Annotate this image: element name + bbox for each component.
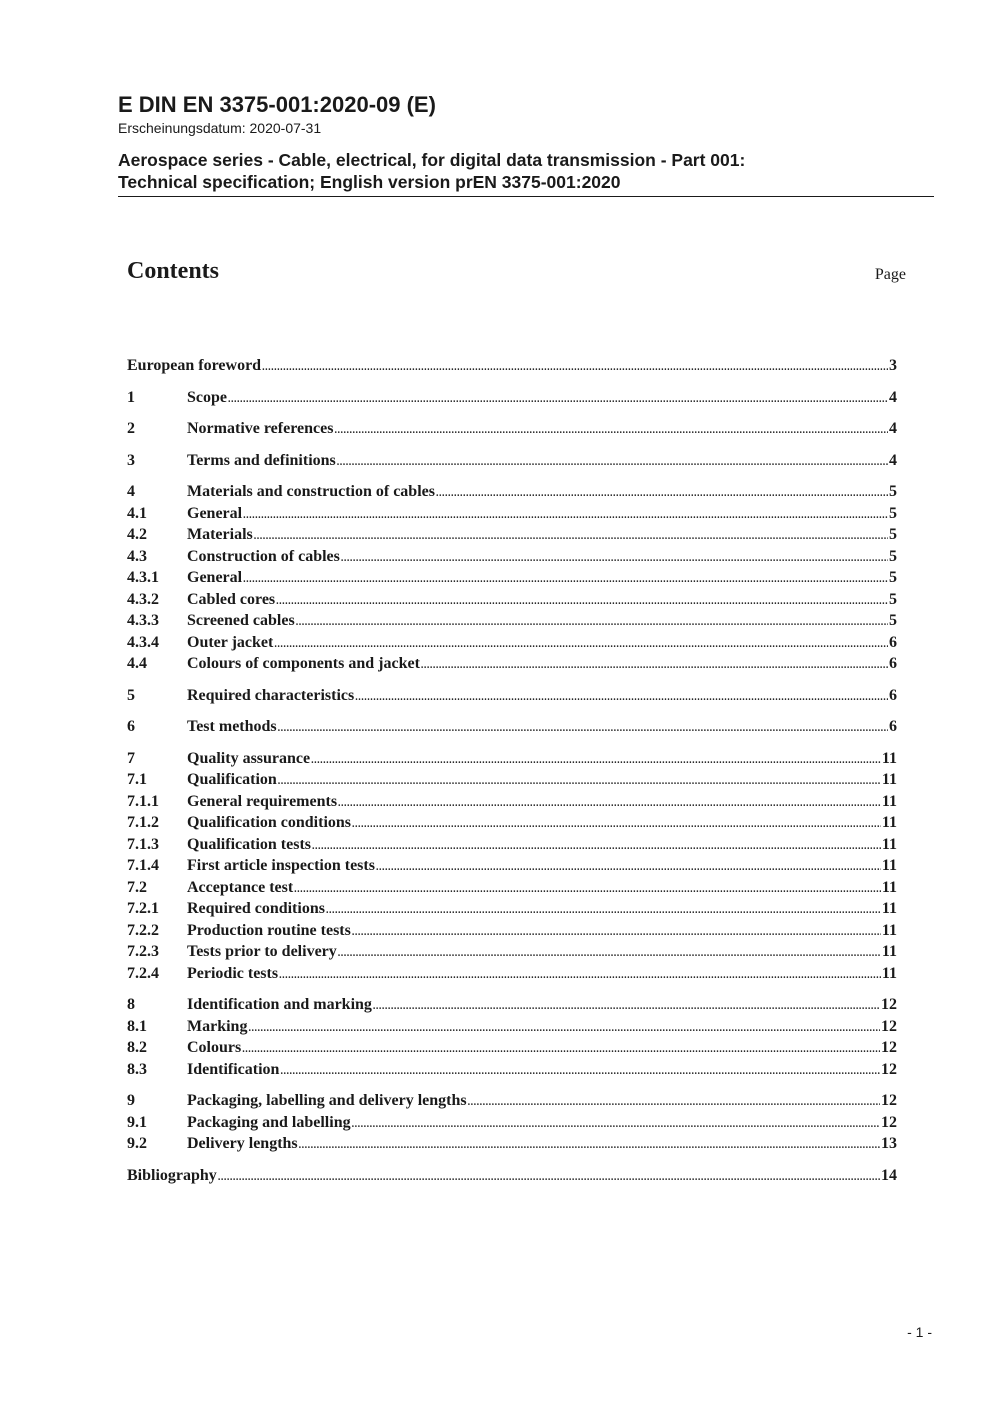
toc-entry-number: 6 (127, 718, 135, 735)
toc-entry-title: Test methods (187, 718, 277, 735)
toc-entry-page: 11 (881, 814, 897, 831)
toc-entry-page: 6 (889, 655, 897, 672)
toc-dot-leader (248, 1018, 880, 1040)
toc-entry-8-2[interactable] (127, 1037, 897, 1059)
toc-dot-leader (296, 612, 888, 634)
toc-entry-7-1[interactable] (127, 769, 897, 791)
toc-entry-page: 6 (889, 718, 897, 735)
toc-dot-leader (278, 771, 881, 793)
toc-entry-title: European foreword (127, 357, 262, 374)
toc-entry-bibliography[interactable] (127, 1165, 897, 1187)
toc-dot-leader (311, 750, 881, 772)
toc-entry-page: 11 (881, 792, 897, 810)
toc-dot-leader (468, 1092, 880, 1114)
toc-dot-leader (228, 389, 888, 411)
toc-entry-page: 6 (889, 633, 897, 651)
toc-entry-number: 7.1 (127, 771, 147, 788)
toc-entry-4-4[interactable] (127, 653, 897, 675)
toc-entry-title: Required characteristics (187, 686, 355, 704)
toc-entry-page: 11 (881, 964, 897, 982)
toc-dot-leader (218, 1167, 880, 1189)
toc-entry-4-1[interactable] (127, 503, 897, 525)
toc-entry-number: 9 (127, 1092, 135, 1109)
toc-entry-number: 7.1.1 (127, 792, 159, 810)
toc-entry-page: 12 (881, 1039, 897, 1056)
toc-entry-4[interactable] (127, 481, 897, 503)
toc-entry-title: Bibliography (127, 1166, 217, 1184)
toc-entry-title: Outer jacket (187, 633, 274, 651)
toc-entry-page: 6 (889, 686, 897, 704)
toc-entry-title: Packaging, labelling and delivery lengths (187, 1092, 467, 1109)
toc-dot-leader (280, 1061, 880, 1083)
toc-entry-title: Qualification tests (187, 835, 311, 853)
toc-entry-7-2-3[interactable] (127, 941, 897, 963)
toc-entry-number: 7.2 (127, 878, 147, 896)
toc-dot-leader (274, 634, 888, 656)
toc-entry-4-3-3[interactable] (127, 610, 897, 632)
toc-entry-9-2[interactable] (127, 1133, 897, 1155)
toc-entry-number: 5 (127, 686, 135, 704)
toc-entry-title: Marking (187, 1017, 248, 1035)
toc-entry-9-1[interactable] (127, 1112, 897, 1134)
toc-entry-4-3-2[interactable] (127, 589, 897, 611)
toc-entry-8-3[interactable] (127, 1059, 897, 1081)
toc-entry-title: Cabled cores (187, 590, 276, 608)
toc-entry-number: 8.3 (127, 1060, 147, 1078)
document-header (118, 92, 934, 197)
toc-dot-leader (243, 569, 888, 591)
toc-dot-leader (338, 793, 881, 815)
toc-entry-4-2[interactable] (127, 524, 897, 546)
toc-entry-title: Scope (187, 388, 227, 406)
toc-entry-title: Materials and construction of cables (187, 483, 435, 500)
toc-dot-leader (352, 814, 881, 836)
toc-entry-page: 12 (881, 1060, 897, 1078)
toc-entry-page: 5 (889, 504, 897, 522)
toc-entry-title: Quality assurance (187, 749, 311, 767)
toc-entry-title: Delivery lengths (187, 1135, 298, 1152)
toc-entry-title: General requirements (187, 792, 338, 810)
document-title-line-1: Aerospace series - Cable, electrical, for digital data transmission - Part 001: (118, 150, 746, 170)
toc-dot-leader (254, 526, 888, 548)
toc-entry-title: Terms and definitions (187, 451, 336, 469)
toc-dot-leader (436, 483, 888, 505)
toc-dot-leader (352, 1114, 880, 1136)
toc-entry-number: 4.3.4 (127, 633, 159, 651)
toc-dot-leader (299, 1135, 880, 1157)
toc-dot-leader (326, 900, 881, 922)
toc-entry-page: 5 (889, 612, 897, 629)
toc-entry-page: 11 (881, 878, 897, 896)
toc-entry-page: 11 (881, 900, 897, 917)
toc-entry-page: 11 (881, 749, 897, 767)
toc-entry-number: 7.1.3 (127, 835, 159, 853)
toc-entry-page: 5 (889, 547, 897, 565)
toc-entry-number: 4.3 (127, 547, 147, 565)
toc-entry-number: 3 (127, 451, 135, 469)
toc-entry-title: Tests prior to delivery (187, 943, 337, 960)
toc-entry-page: 12 (881, 1017, 897, 1035)
toc-entry-european-foreword[interactable] (127, 355, 897, 377)
toc-entry-number: 4 (127, 483, 135, 500)
toc-entry-page: 11 (881, 921, 897, 939)
toc-entry-title: Construction of cables (187, 547, 340, 565)
toc-entry-title: General (187, 504, 243, 522)
toc-entry-number: 7.1.2 (127, 814, 159, 831)
toc-entry-page: 5 (889, 590, 897, 608)
toc-entry-number: 7.2.2 (127, 921, 159, 939)
document-title-line-2: Technical specification; English version prEN 3375-001:2020 (118, 172, 621, 192)
toc-entry-4-3-1[interactable] (127, 567, 897, 589)
toc-entry-title: Packaging and labelling (187, 1113, 351, 1131)
toc-entry-7-2-1[interactable] (127, 898, 897, 920)
toc-entry-number: 4.4 (127, 655, 147, 672)
toc-entry-7-1-1[interactable] (127, 791, 897, 813)
toc-entry-number: 4.3.2 (127, 590, 159, 608)
toc-entry-title: First article inspection tests (187, 857, 375, 874)
contents-heading: Contents (127, 258, 220, 284)
toc-entry-7-1-2[interactable] (127, 812, 897, 834)
toc-entry-title: Colours (187, 1039, 242, 1056)
toc-dot-leader (338, 943, 881, 965)
toc-entry-page: 12 (881, 1092, 897, 1109)
toc-entry-number: 4.3.1 (127, 569, 159, 586)
toc-entry-number: 9.1 (127, 1113, 147, 1131)
toc-entry-number: 7.2.3 (127, 943, 159, 960)
toc-entry-7-1-3[interactable] (127, 834, 897, 856)
toc-entry-title: Colours of components and jacket (187, 655, 420, 672)
toc-entry-8[interactable] (127, 994, 897, 1016)
toc-entry-5[interactable] (127, 685, 897, 707)
publication-date: Erscheinungsdatum: 2020-07-31 (118, 120, 322, 136)
toc-dot-leader (337, 452, 888, 474)
toc-dot-leader (352, 922, 881, 944)
page-number: - 1 - (907, 1324, 932, 1340)
toc-entry-number: 7.2.4 (127, 964, 159, 982)
toc-entry-number: 8 (127, 996, 135, 1013)
toc-entry-8-1[interactable] (127, 1016, 897, 1038)
toc-dot-leader (276, 591, 888, 613)
toc-dot-leader (355, 687, 888, 709)
toc-entry-title: Identification (187, 1060, 280, 1078)
toc-entry-title: General (187, 569, 243, 586)
toc-dot-leader (243, 505, 888, 527)
toc-entry-number: 4.2 (127, 526, 147, 543)
toc-entry-page: 11 (881, 943, 897, 960)
toc-entry-title: Materials (187, 526, 253, 543)
toc-entry-4-3[interactable] (127, 546, 897, 568)
toc-entry-title: Acceptance test (187, 878, 294, 896)
toc-entry-7[interactable] (127, 748, 897, 770)
page-column-label: Page (874, 266, 906, 283)
toc-entry-title: Required conditions (187, 900, 325, 917)
toc-entry-page: 11 (881, 771, 897, 788)
toc-entry-page: 3 (889, 357, 897, 374)
toc-dot-leader (279, 965, 881, 987)
toc-entry-number: 9.2 (127, 1135, 147, 1152)
toc-entry-number: 2 (127, 420, 135, 437)
toc-dot-leader (262, 357, 888, 379)
toc-entry-number: 8.1 (127, 1017, 147, 1035)
toc-entry-page: 13 (881, 1135, 897, 1152)
toc-entry-title: Screened cables (187, 612, 295, 629)
toc-entry-title: Qualification conditions (187, 814, 352, 831)
table-of-contents (127, 355, 897, 1186)
document-title (118, 149, 934, 197)
toc-entry-number: 1 (127, 388, 135, 406)
toc-entry-2[interactable] (127, 418, 897, 440)
toc-dot-leader (312, 836, 881, 858)
toc-entry-number: 7.2.1 (127, 900, 159, 917)
toc-entry-page: 5 (889, 569, 897, 586)
toc-entry-number: 4.3.3 (127, 612, 159, 629)
toc-entry-number: 7 (127, 749, 135, 767)
toc-entry-6[interactable] (127, 716, 897, 738)
toc-dot-leader (373, 996, 880, 1018)
toc-entry-title: Periodic tests (187, 964, 279, 982)
toc-entry-page: 11 (881, 835, 897, 853)
toc-entry-3[interactable] (127, 450, 897, 472)
toc-entry-7-2-2[interactable] (127, 920, 897, 942)
toc-entry-4-3-4[interactable] (127, 632, 897, 654)
toc-entry-title: Qualification (187, 771, 277, 788)
toc-dot-leader (294, 879, 881, 901)
toc-entry-9[interactable] (127, 1090, 897, 1112)
document-id: E DIN EN 3375-001:2020-09 (E) (118, 92, 436, 117)
toc-dot-leader (421, 655, 888, 677)
toc-entry-title: Identification and marking (187, 996, 372, 1013)
toc-entry-page: 5 (889, 526, 897, 543)
toc-entry-title: Normative references (187, 420, 334, 437)
toc-entry-7-2[interactable] (127, 877, 897, 899)
toc-entry-page: 12 (881, 1113, 897, 1131)
toc-entry-page: 5 (889, 483, 897, 500)
toc-entry-title: Production routine tests (187, 921, 351, 939)
toc-entry-page: 11 (881, 857, 897, 874)
toc-entry-page: 4 (889, 420, 897, 437)
toc-dot-leader (278, 718, 888, 740)
toc-entry-number: 4.1 (127, 504, 147, 522)
toc-entry-7-1-4[interactable] (127, 855, 897, 877)
toc-entry-page: 12 (881, 996, 897, 1013)
toc-dot-leader (376, 857, 881, 879)
toc-entry-1[interactable] (127, 387, 897, 409)
toc-entry-page: 4 (889, 388, 897, 406)
toc-entry-number: 8.2 (127, 1039, 147, 1056)
toc-entry-number: 7.1.4 (127, 857, 159, 874)
toc-dot-leader (242, 1039, 880, 1061)
toc-entry-7-2-4[interactable] (127, 963, 897, 985)
toc-dot-leader (341, 548, 888, 570)
toc-entry-page: 14 (881, 1166, 897, 1184)
toc-dot-leader (334, 420, 888, 442)
toc-entry-page: 4 (889, 451, 897, 469)
